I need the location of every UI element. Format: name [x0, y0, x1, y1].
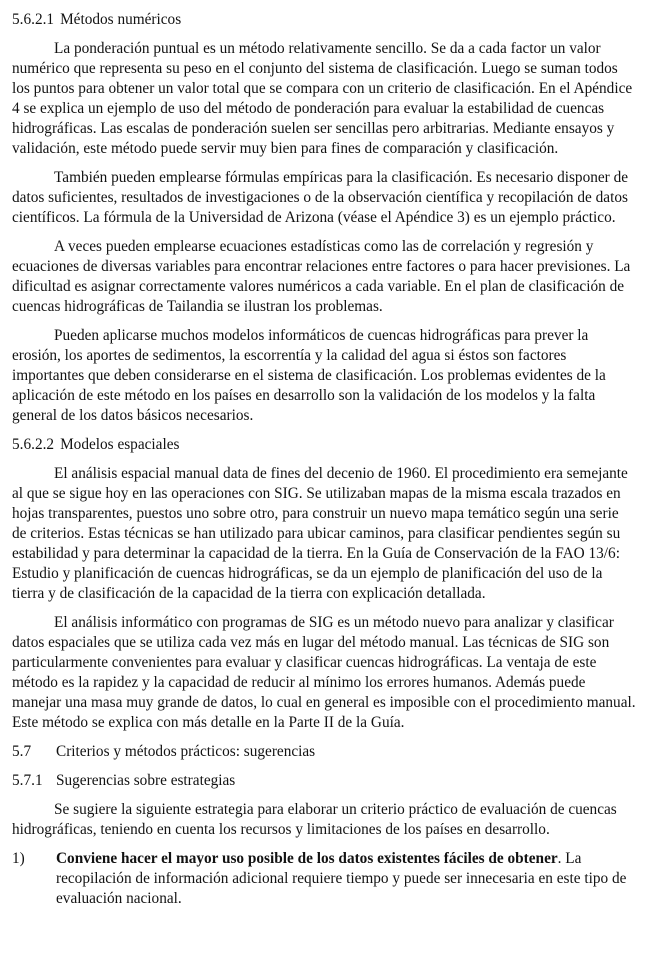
- paragraph: Pueden aplicarse muchos modelos informáticos de cuencas hidrográficas para prever la erosión, los aportes de sedimentos, la escorrentía y la calidad del agua si éstos son factores importantes que deben considerarse en el sistema de clasificación. Los problemas evidentes de la aplicación de este método en los países en desarrollo son la validación de los modelos y la falta general de los datos básicos necesarios.: [12, 327, 606, 424]
- paragraph: El análisis espacial manual data de fines del decenio de 1960. El procedimiento era semejante al que se sigue hoy en las operaciones con SIG. Se utilizaban mapas de la misma escala trazados en hojas transparentes, puestos uno sobre otro, para construir un nuevo mapa temático según una serie de criterios. Estas técnicas se han utilizado para ubicar caminos, para clasificar pendientes según su estabilidad y para determinar la capacidad de la tierra. En la Guía de Conservación de la FAO 13/6: Estudio y planificación de cuencas hidrográficas, se da un ejemplo de planificación del uso de la tierra y de clasificación de la capacidad de la tierra con explicación detallada.: [12, 465, 628, 602]
- section-number: 5.7: [12, 743, 32, 760]
- section-number: 5.6.2.2: [12, 436, 55, 453]
- section-title: Métodos numéricos: [60, 11, 182, 28]
- section-number: 5.7.1: [12, 772, 43, 789]
- section-heading-5-7-1: [12, 771, 636, 791]
- paragraph: También pueden emplearse fórmulas empíricas para la clasificación. Es necesario disponer de datos suficientes, resultados de investigaciones o de la observación científica y recopilación de datos científicos. La fórmula de la Universidad de Arizona (véase el Apéndice 3) es un ejemplo práctico.: [12, 169, 629, 226]
- paragraph: Se sugiere la siguiente estrategia para elaborar un criterio práctico de evaluación de cuencas hidrográficas, teniendo en cuenta los recursos y limitaciones de los países en desarrollo.: [12, 801, 617, 838]
- section-heading-5-7: [12, 742, 636, 762]
- paragraph: La ponderación puntual es un método relativamente sencillo. Se da a cada factor un valor numérico que representa su peso en el conjunto del sistema de clasificación. Luego se suman todos los puntos para obtener un valor total que se compara con un criterio de clasificación. En el Apéndice 4 se explica un ejemplo de uso del método de ponderación para evaluar la estabilidad de cuencas hidrográficas. Las escalas de ponderación suelen ser sencillas pero arbitrarias. Mediante ensayos y validación, este método puede servir muy bien para fines de comparación y clasificación.: [12, 40, 633, 157]
- item-rest-text: . La recopilación de información adicional requiere tiempo y puede ser innecesaria en este tipo de evaluación nacional.: [56, 850, 627, 907]
- section-title: Sugerencias sobre estrategias: [56, 772, 236, 789]
- numbered-item-1: [12, 849, 636, 909]
- item-bold-text: Conviene hacer el mayor uso posible de los datos existentes fáciles de obtener: [56, 850, 558, 867]
- item-text: [56, 849, 636, 909]
- paragraph: A veces pueden emplearse ecuaciones estadísticas como las de correlación y regresión y ecuaciones de diversas variables para encontrar relaciones entre factores o para hacer previsiones. La dificultad es asignar correctamente valores numéricos a cada variable. En el plan de clasificación de cuencas hidrográficas de Tailandia se ilustran los problemas.: [12, 238, 631, 315]
- section-heading-5-6-2-1: [12, 10, 636, 30]
- item-number: 1): [12, 850, 25, 867]
- section-title: Modelos espaciales: [60, 436, 180, 453]
- paragraph: El análisis informático con programas de SIG es un método nuevo para analizar y clasificar datos espaciales que se utiliza cada vez más en lugar del método manual. Las técnicas de SIG son particularmente convenientes para evaluar y clasificar cuencas hidrográficas. La ventaja de este método es la rapidez y la capacidad de reducir al mínimo los errores humanos. Además puede manejar una masa muy grande de datos, lo cual en general es imposible con el procedimiento manual. Este método se explica con más detalle en la Parte II de la Guía.: [12, 614, 636, 731]
- section-heading-5-6-2-2: [12, 435, 636, 455]
- section-title: Criterios y métodos prácticos: sugerencias: [56, 743, 316, 760]
- section-number: 5.6.2.1: [12, 11, 55, 28]
